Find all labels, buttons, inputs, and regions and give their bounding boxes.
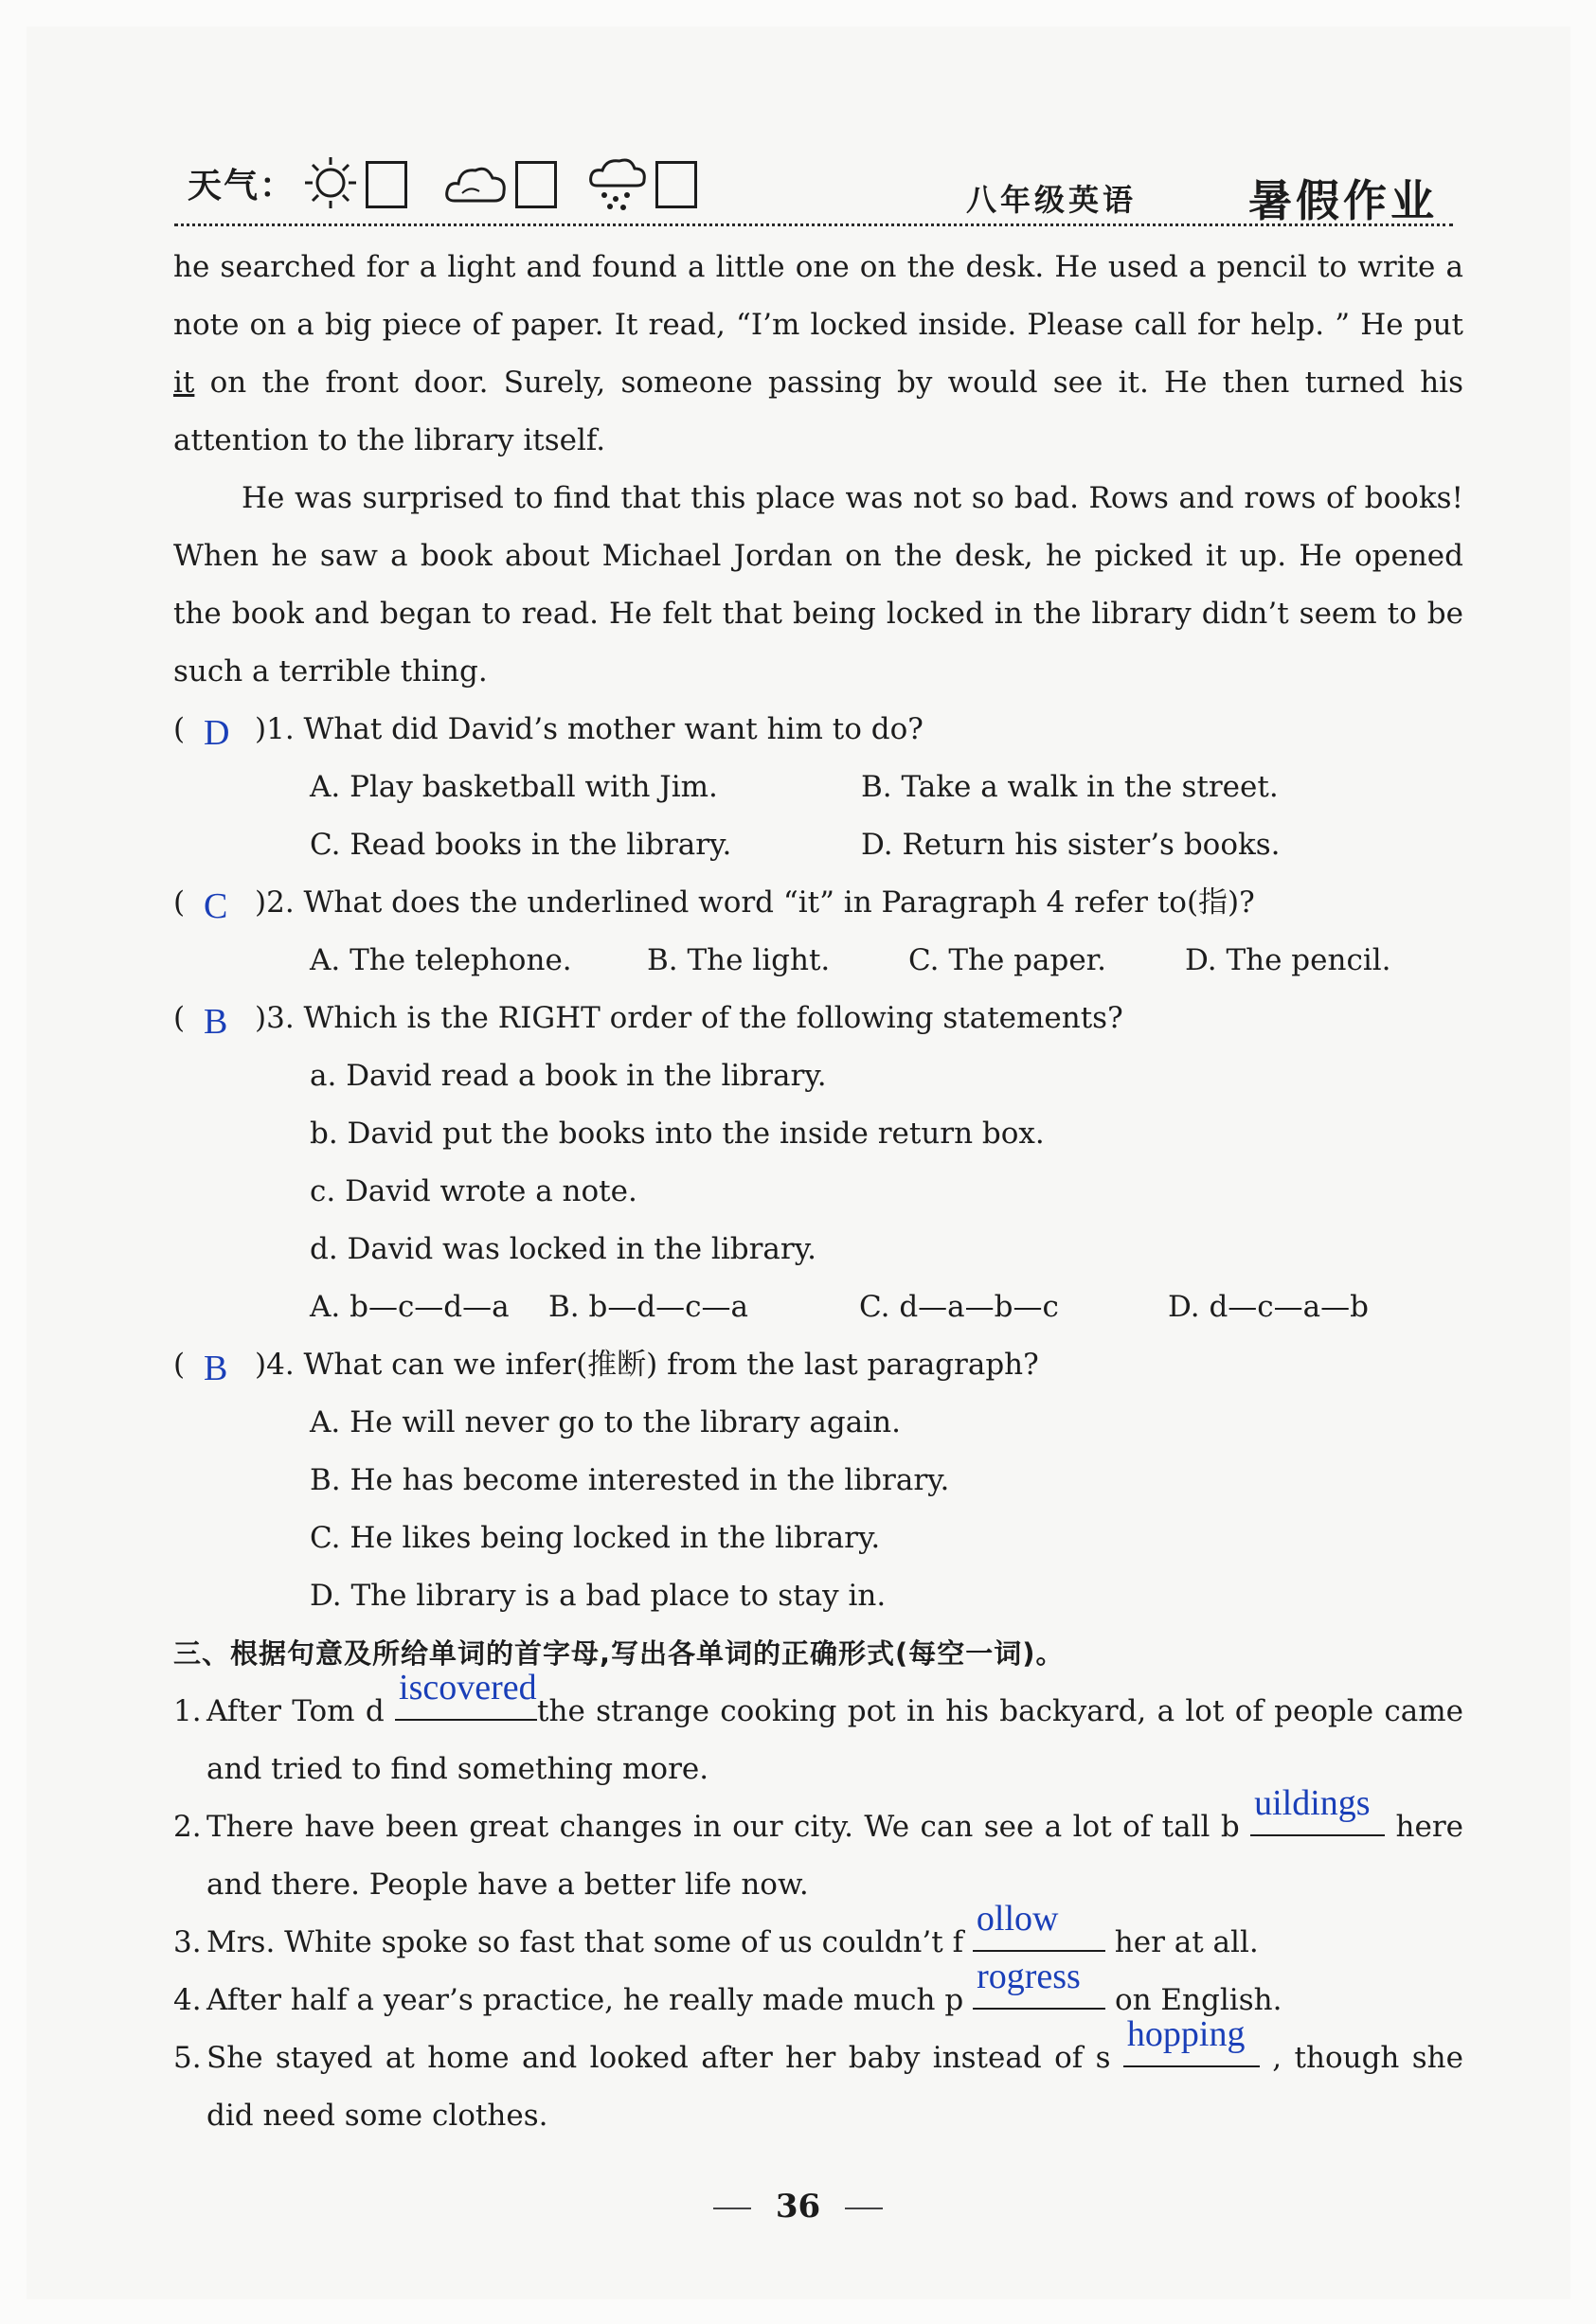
options-row xyxy=(173,1278,1463,1336)
question-3: ( B )3. Which is the RIGHT order of the following statements? xyxy=(173,990,1463,1047)
worksheet-content xyxy=(173,239,1463,2145)
question-4: ( B )4. What can we infer(推断) from the last paragraph? xyxy=(173,1336,1463,1394)
fill-item-5: 5. She stayed at home and looked after her baby instead of s hopping , though she did need some clothes. xyxy=(173,2014,1463,2133)
answer-blank[interactable]: rogress xyxy=(973,1974,1105,2010)
grade-subject-label: 八年级英语 xyxy=(966,182,1138,218)
cloudy-checkbox[interactable] xyxy=(515,161,557,208)
answer-blank[interactable]: ollow xyxy=(973,1916,1105,1952)
option-b: B. Take a walk in the street. xyxy=(861,770,1279,804)
header-divider xyxy=(174,223,1453,226)
weather-label: 天气： xyxy=(188,166,296,206)
option-c: C. Read books in the library. xyxy=(310,828,732,862)
options-row xyxy=(173,816,1463,874)
passage-paragraph-3: he searched for a light and found a little one on the desk. He used a pencil to write a note on a big piece of paper. It read, “I’m locked inside. Please call for help. ” He put it on the front door. Surely, someone passing by would see it. He then turned his attention to the library itself. xyxy=(173,250,1464,457)
question-text: )2. What does the underlined word “it” in Paragraph 4 refer to(指)? xyxy=(255,885,1255,920)
statement-d: d. David was locked in the library. xyxy=(310,1232,816,1266)
option-b: B. b—d—c—a xyxy=(548,1290,749,1324)
page-header xyxy=(0,0,1596,237)
question-2: ( C )2. What does the underlined word “it” in Paragraph 4 refer to(指)? xyxy=(173,874,1463,932)
sun-icon xyxy=(301,153,360,212)
answer-blank[interactable]: hopping xyxy=(1123,2031,1260,2067)
option-a: A. Play basketball with Jim. xyxy=(310,770,718,804)
statement-a: a. David read a book in the library. xyxy=(310,1059,827,1093)
answer-blank[interactable]: uildings xyxy=(1250,1800,1385,1836)
option-b: B. He has become interested in the library. xyxy=(310,1463,950,1497)
fill-item-1: 1. After Tom d iscovered the strange cooking pot in his backyard, a lot of people came and tried to find something more. xyxy=(173,1668,1464,1786)
passage-paragraph-4: He was surprised to find that this place was not so bad. Rows and rows of books! When he saw a book about Michael Jordan on the desk, he picked it up. He opened the book and began to read. He felt that being locked in the library didn’t seem to be such a terrible thing. xyxy=(173,481,1463,688)
answer-q3: B xyxy=(204,1002,228,1042)
question-1: ( D )1. What did David’s mother want him to do? xyxy=(173,701,1463,759)
option-c: C. d—a—b—c xyxy=(859,1290,1059,1324)
fill-item-2: 2. There have been great changes in our city. We can see a lot of tall b uildings here and there. People have a better life now. xyxy=(173,1783,1463,1902)
option-d: D. The pencil. xyxy=(1185,943,1391,977)
rain-cloud-icon xyxy=(587,155,650,212)
question-text: )1. What did David’s mother want him to do? xyxy=(255,712,924,746)
cloud-icon xyxy=(443,159,510,208)
rainy-checkbox[interactable] xyxy=(655,161,697,208)
option-b: B. The light. xyxy=(647,943,831,977)
answer-q2: C xyxy=(204,886,228,926)
answer-q4: B xyxy=(204,1349,228,1388)
book-title: 暑假作业 xyxy=(1248,175,1438,226)
answer-q1: D xyxy=(204,713,230,753)
section-3-title: 三、根据句意及所给单词的首字母,写出各单词的正确形式(每空一词)。 xyxy=(173,1637,1065,1670)
sunny-checkbox[interactable] xyxy=(366,161,407,208)
statement-b: b. David put the books into the inside return box. xyxy=(310,1117,1045,1151)
underlined-word: it xyxy=(173,366,195,400)
question-text: )3. Which is the RIGHT order of the following statements? xyxy=(255,1001,1123,1035)
options-row xyxy=(173,932,1463,990)
option-c: C. He likes being locked in the library. xyxy=(310,1521,881,1555)
fill-item-3: 3. Mrs. White spoke so fast that some of us couldn’t f ollow her at all. xyxy=(173,1899,1259,1959)
option-d: D. d—c—a—b xyxy=(1168,1290,1369,1324)
answer-blank[interactable]: iscovered xyxy=(395,1685,537,1721)
option-d: D. The library is a bad place to stay in. xyxy=(310,1579,887,1613)
option-d: D. Return his sister’s books. xyxy=(861,828,1281,862)
page-number: 36 xyxy=(0,2188,1596,2226)
option-a: A. b—c—d—a xyxy=(310,1290,510,1324)
statement-c: c. David wrote a note. xyxy=(310,1174,637,1208)
option-a: A. The telephone. xyxy=(310,943,572,977)
question-text: )4. What can we infer(推断) from the last paragraph? xyxy=(255,1348,1039,1382)
fill-item-4: 4. After half a year’s practice, he really made much p rogress on English. xyxy=(173,1957,1282,2017)
option-c: C. The paper. xyxy=(908,943,1106,977)
option-a: A. He will never go to the library again. xyxy=(310,1405,901,1439)
options-row xyxy=(173,759,1463,816)
